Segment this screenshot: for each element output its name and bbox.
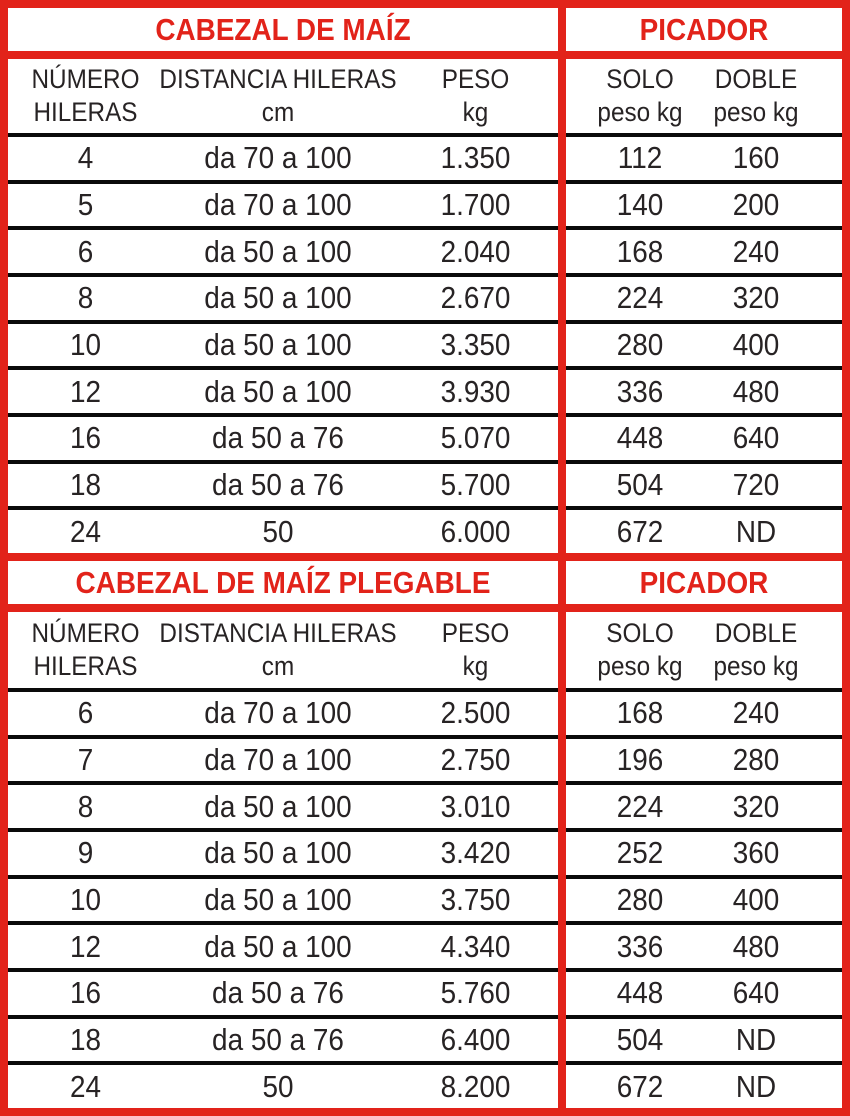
cell-peso: 2.670 [440,280,511,316]
cell-solo: 672 [616,1068,664,1104]
cell-peso: 3.750 [440,881,511,917]
cell-doble: 480 [732,928,780,964]
title-underline [8,604,842,612]
cell-distancia: 50 [262,1068,294,1104]
cell-doble: 400 [732,881,780,917]
vertical-divider [558,460,566,507]
vertical-divider [558,320,566,367]
cell-numero-hileras: 18 [69,1021,102,1057]
column-header-row [8,59,842,133]
cell-peso: 5.700 [440,466,511,502]
cell-numero-hileras: 4 [77,140,94,176]
header-line: peso kg [713,651,799,681]
right-header-group [566,59,842,133]
vertical-divider [558,1061,566,1108]
cell-numero-hileras: 7 [77,741,94,777]
table-row [8,460,842,507]
cell-numero-hileras: 8 [77,280,94,316]
header-line: DISTANCIA HILERAS [159,64,397,94]
vertical-divider [558,366,566,413]
col-header-peso [401,612,550,688]
cell-numero-hileras: 24 [69,1068,102,1104]
cell-doble: 280 [732,741,780,777]
cell-distancia: da 50 a 100 [204,326,352,362]
table-row [8,781,842,828]
cell-distancia: da 50 a 100 [204,881,352,917]
cell-distancia: da 50 a 76 [212,466,344,502]
header-line: PESO [441,618,510,648]
header-line: PESO [441,64,510,94]
header-line: cm [261,97,295,127]
cell-numero-hileras: 12 [69,373,102,409]
table-row [8,688,842,735]
cell-distancia: 50 [262,513,294,549]
table-row [8,735,842,782]
cell-numero-hileras: 16 [69,420,102,456]
cell-numero-hileras: 12 [69,928,102,964]
col-header-solo [573,59,706,133]
cell-doble: 360 [732,835,780,871]
table-row [8,968,842,1015]
cell-distancia: da 70 a 100 [204,186,352,222]
cell-distancia: da 50 a 76 [212,1021,344,1057]
cell-doble: 640 [732,420,780,456]
header-line: NÚMERO [31,618,140,648]
col-header-distancia-hileras [159,612,397,688]
header-line: peso kg [597,651,683,681]
vertical-divider [558,688,566,735]
title-row [8,8,842,51]
cell-distancia: da 50 a 100 [204,373,352,409]
cell-numero-hileras: 6 [77,233,94,269]
table-row [8,320,842,367]
header-line: NÚMERO [31,64,140,94]
cell-peso: 8.200 [440,1068,511,1104]
table-row [8,180,842,227]
section-title: CABEZAL DE MAÍZ [155,11,411,47]
vertical-divider [558,968,566,1015]
cell-distancia: da 50 a 76 [212,975,344,1011]
vertical-divider [558,875,566,922]
section-cabezal-de-maiz-plegable [8,561,842,1108]
table-row [8,875,842,922]
cell-distancia: da 50 a 100 [204,280,352,316]
cell-numero-hileras: 6 [77,695,94,731]
header-line: SOLO [606,618,674,648]
vertical-divider [558,612,566,688]
table-row [8,413,842,460]
vertical-divider [558,506,566,553]
cell-peso: 5.070 [440,420,511,456]
cell-solo: 112 [617,140,663,176]
cell-doble: 640 [732,975,780,1011]
header-line: DOBLE [714,64,798,94]
cell-doble: ND [735,1068,777,1104]
vertical-divider [558,828,566,875]
picador-title: PICADOR [639,11,769,47]
cell-solo: 168 [616,233,664,269]
cell-solo: 448 [616,420,664,456]
cell-solo: 448 [616,975,664,1011]
header-line: peso kg [713,97,799,127]
table-row [8,226,842,273]
picador-title: PICADOR [639,564,769,600]
header-line: DOBLE [714,618,798,648]
cell-solo: 336 [616,373,664,409]
cell-peso: 1.700 [440,186,511,222]
vertical-divider [558,133,566,180]
header-line: kg [462,651,489,681]
cell-solo: 140 [616,186,664,222]
vertical-divider [558,59,566,133]
cell-numero-hileras: 5 [77,186,94,222]
cell-doble: ND [735,1021,777,1057]
cell-peso: 2.750 [440,741,511,777]
cell-peso: 2.500 [440,695,511,731]
header-line: cm [261,651,295,681]
table-row [8,1061,842,1108]
cell-peso: 3.350 [440,326,511,362]
cell-solo: 168 [616,695,664,731]
cell-peso: 1.350 [440,140,511,176]
cell-solo: 196 [616,741,664,777]
section-cabezal-de-maiz [8,8,842,553]
vertical-divider [558,413,566,460]
cell-peso: 6.400 [440,1021,511,1057]
cell-peso: 3.930 [440,373,511,409]
cell-numero-hileras: 10 [69,326,102,362]
col-header-doble [713,612,799,688]
col-header-peso [401,59,550,133]
vertical-divider [558,226,566,273]
cell-doble: 240 [732,233,780,269]
table-row [8,273,842,320]
col-header-numero-hileras [16,612,156,688]
cell-doble: 480 [732,373,780,409]
header-line: DISTANCIA HILERAS [159,618,397,648]
cell-solo: 672 [616,513,664,549]
header-line: SOLO [606,64,674,94]
header-line: HILERAS [33,97,138,127]
section-title: CABEZAL DE MAÍZ PLEGABLE [75,564,491,600]
vertical-divider [558,273,566,320]
cell-doble: ND [735,513,777,549]
vertical-divider [558,1015,566,1062]
cell-distancia: da 50 a 76 [212,420,344,456]
cell-numero-hileras: 10 [69,881,102,917]
vertical-divider [558,180,566,227]
header-line: kg [462,97,489,127]
cell-peso: 2.040 [440,233,511,269]
cell-distancia: da 50 a 100 [204,233,352,269]
cell-numero-hileras: 24 [69,513,102,549]
table-row [8,506,842,553]
col-header-doble [713,59,799,133]
cell-solo: 280 [616,881,664,917]
table-row [8,828,842,875]
cell-doble: 400 [732,326,780,362]
table-row [8,133,842,180]
cell-distancia: da 50 a 100 [204,835,352,871]
col-header-numero-hileras [16,59,156,133]
header-line: peso kg [597,97,683,127]
table-body [8,688,842,1108]
cell-peso: 4.340 [440,928,511,964]
cell-numero-hileras: 18 [69,466,102,502]
cell-peso: 3.420 [440,835,511,871]
cell-numero-hileras: 9 [77,835,94,871]
cell-peso: 3.010 [440,788,511,824]
cell-distancia: da 70 a 100 [204,140,352,176]
cell-solo: 252 [616,835,664,871]
left-header-group [8,59,558,133]
header-line: HILERAS [33,651,138,681]
title-underline [8,51,842,59]
cell-doble: 160 [732,140,780,176]
vertical-divider [558,561,566,604]
cell-solo: 224 [616,788,664,824]
cell-distancia: da 50 a 100 [204,928,352,964]
section-separator [8,553,842,561]
cell-doble: 240 [732,695,780,731]
cell-solo: 336 [616,928,664,964]
table-row [8,921,842,968]
cell-distancia: da 50 a 100 [204,788,352,824]
vertical-divider [558,921,566,968]
cell-distancia: da 70 a 100 [204,695,352,731]
col-header-solo [573,612,706,688]
cell-peso: 6.000 [440,513,511,549]
vertical-divider [558,735,566,782]
cell-peso: 5.760 [440,975,511,1011]
cell-doble: 720 [732,466,780,502]
right-header-group [566,612,842,688]
cell-solo: 280 [616,326,664,362]
column-header-row [8,612,842,688]
vertical-divider [558,781,566,828]
cell-doble: 200 [732,186,780,222]
vertical-divider [558,8,566,51]
cell-solo: 504 [616,1021,664,1057]
cell-numero-hileras: 16 [69,975,102,1011]
cell-doble: 320 [732,788,780,824]
cell-solo: 224 [616,280,664,316]
table-row [8,1015,842,1062]
table-row [8,366,842,413]
table-body [8,133,842,553]
cell-numero-hileras: 8 [77,788,94,824]
cell-doble: 320 [732,280,780,316]
cell-solo: 504 [616,466,664,502]
title-row [8,561,842,604]
col-header-distancia-hileras [159,59,397,133]
left-header-group [8,612,558,688]
cell-distancia: da 70 a 100 [204,741,352,777]
